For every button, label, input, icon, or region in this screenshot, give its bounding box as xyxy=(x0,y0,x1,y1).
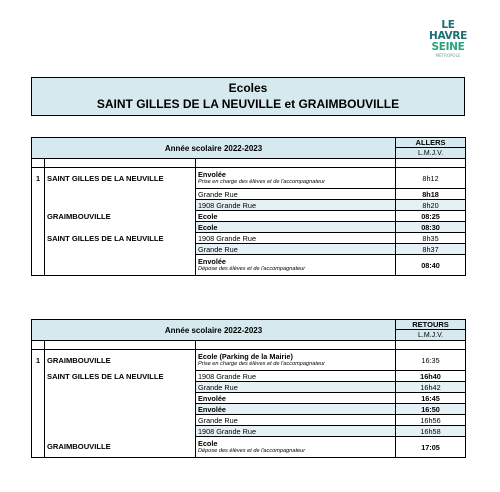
aller-time: 8h37 xyxy=(396,244,466,255)
aller-place xyxy=(45,200,196,211)
retour-header: Année scolaire 2022-2023 xyxy=(32,320,396,341)
aller-stop: Grande Rue xyxy=(196,189,396,200)
retour-place xyxy=(45,393,196,404)
retour-stop-note: Prise en charge des élèves et de l'accompagnateur xyxy=(198,361,326,367)
retour-time: 16:45 xyxy=(396,393,466,404)
logo-line-2: HAVRE xyxy=(428,30,468,42)
aller-stop: 1908 Grande Rue xyxy=(196,233,396,244)
title-line-2: SAINT GILLES DE LA NEUVILLE et GRAIMBOUVILLE xyxy=(96,97,400,111)
retour-days: L.M.J.V. xyxy=(396,330,466,341)
retour-place xyxy=(45,382,196,393)
aller-stop: Grande Rue xyxy=(196,244,396,255)
aller-schedule-table xyxy=(31,137,466,276)
logo-line-4: MÉTROPOLE xyxy=(435,53,461,58)
retour-time: 16h42 xyxy=(396,382,466,393)
aller-place xyxy=(45,222,196,233)
aller-stop-note: Prise en charge des élèves et de l'accompagnateur xyxy=(198,179,326,185)
aller-line-number: 1 xyxy=(32,168,45,189)
retour-place xyxy=(45,415,196,426)
retour-stop: 1908 Grande Rue xyxy=(196,371,396,382)
retour-stop xyxy=(196,350,396,371)
aller-place xyxy=(45,244,196,255)
aller-stop-note: Dépose des élèves et de l'accompagnateur xyxy=(198,266,306,272)
aller-days: L.M.J.V. xyxy=(396,148,466,159)
retour-time: 16h58 xyxy=(396,426,466,437)
retour-stop: Envolée xyxy=(196,393,396,404)
aller-place xyxy=(45,189,196,200)
retour-time: 16h56 xyxy=(396,415,466,426)
retour-place: GRAIMBOUVILLE xyxy=(45,437,196,458)
aller-stop-name: Envolée xyxy=(198,170,226,179)
aller-time: 8h35 xyxy=(396,233,466,244)
retour-stop: 1908 Grande Rue xyxy=(196,426,396,437)
retour-place: GRAIMBOUVILLE xyxy=(45,350,196,371)
retour-line-number: 1 xyxy=(32,350,45,371)
aller-stop: Ecole xyxy=(196,211,396,222)
aller-place: GRAIMBOUVILLE xyxy=(45,211,196,222)
aller-place: SAINT GILLES DE LA NEUVILLE xyxy=(45,233,196,244)
aller-stop: 1908 Grande Rue xyxy=(196,200,396,211)
aller-time: 8h18 xyxy=(396,189,466,200)
aller-place xyxy=(45,255,196,276)
aller-stop xyxy=(196,168,396,189)
retour-time: 16h40 xyxy=(396,371,466,382)
aller-time: 08:25 xyxy=(396,211,466,222)
aller-stop: Ecole xyxy=(196,222,396,233)
retour-place xyxy=(45,404,196,415)
title-line-1: Ecoles xyxy=(228,81,268,95)
aller-header: Année scolaire 2022-2023 xyxy=(32,138,396,159)
retour-stop-note: Dépose des élèves et de l'accompagnateur xyxy=(198,448,306,454)
retour-stop: Envolée xyxy=(196,404,396,415)
aller-time: 08:30 xyxy=(396,222,466,233)
aller-stop xyxy=(196,255,396,276)
aller-time: 8h12 xyxy=(396,168,466,189)
retour-schedule-table xyxy=(31,319,466,458)
aller-place: SAINT GILLES DE LA NEUVILLE xyxy=(45,168,196,189)
logo-line-1: LE xyxy=(441,19,455,31)
aller-direction: ALLERS xyxy=(396,138,466,148)
le-havre-seine-logo xyxy=(423,20,473,66)
aller-time: 8h20 xyxy=(396,200,466,211)
retour-place xyxy=(45,426,196,437)
retour-stop-name: Ecole (Parking de la Mairie) xyxy=(198,352,293,361)
retour-time: 17:05 xyxy=(396,437,466,458)
retour-time: 16:35 xyxy=(396,350,466,371)
retour-time: 16:50 xyxy=(396,404,466,415)
retour-stop: Grande Rue xyxy=(196,415,396,426)
retour-stop: Grande Rue xyxy=(196,382,396,393)
retour-stop-name: Ecole xyxy=(198,439,218,448)
retour-place: SAINT GILLES DE LA NEUVILLE xyxy=(45,371,196,382)
aller-time: 08:40 xyxy=(396,255,466,276)
logo-line-3: SEINE xyxy=(431,41,465,53)
document-title xyxy=(31,77,465,116)
aller-stop-name: Envolée xyxy=(198,257,226,266)
retour-direction: RETOURS xyxy=(396,320,466,330)
retour-stop xyxy=(196,437,396,458)
